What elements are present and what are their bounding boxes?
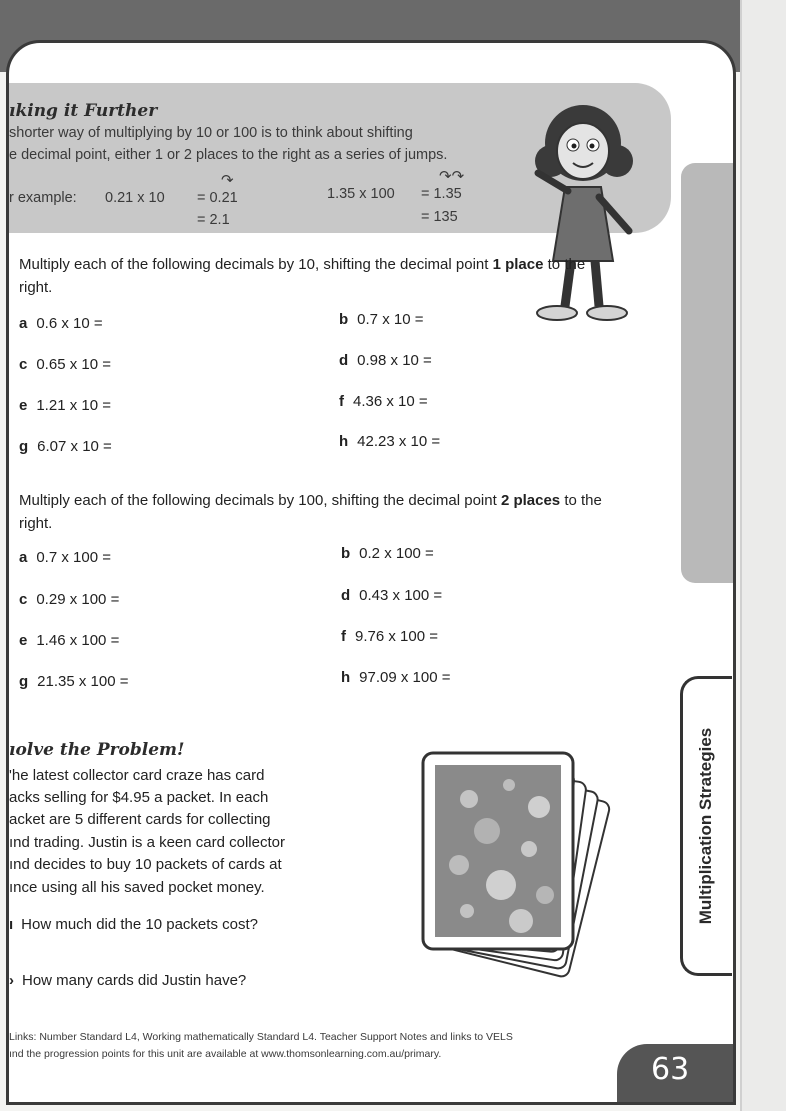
section-2-text-b: to the right. [19, 492, 602, 532]
question-2d: d 0.43 x 100 = [341, 587, 443, 604]
double-jump-arrow-icon: ↷↷ [439, 168, 465, 185]
page-number: 63 [651, 1052, 690, 1087]
bleed-through-tab [681, 163, 736, 583]
links-line-1: Links: Number Standard L4, Working mathematically Standard L4. Teacher Support Notes and links to VELS [9, 1031, 513, 1043]
section-2-instructions [19, 489, 619, 535]
example-2-expression: 1.35 x 100 [327, 186, 395, 202]
question-2g: g 21.35 x 100 = [19, 673, 129, 690]
question-1h: h 42.23 x 10 = [339, 433, 441, 450]
solve-question-b: › How many cards did Justin have? [9, 972, 247, 989]
girl-character-illustration [513, 101, 683, 336]
section-1-bold: 1 place [492, 256, 544, 273]
question-2h: h 97.09 x 100 = [341, 669, 451, 686]
solve-problem-title: ıolve the Problem! [9, 740, 185, 760]
jump-arrow-icon: ↷ [221, 172, 234, 189]
question-2f: f 9.76 x 100 = [341, 628, 438, 645]
question-1e: e 1.21 x 10 = [19, 397, 111, 414]
question-1b: b 0.7 x 10 = [339, 311, 424, 328]
solve-text-line: ınd decides to buy 10 packets of cards at [9, 856, 282, 873]
example-2-result: = 135 [421, 209, 458, 225]
example-label: r example: [9, 190, 77, 206]
example-1-step: = 0.21 [197, 190, 238, 206]
section-2-text-a: Multiply each of the following decimals by 100, shifting the decimal point [19, 492, 501, 509]
solve-text-line: ınce using all his saved pocket money. [9, 879, 265, 896]
worksheet [6, 40, 736, 1105]
question-1a: a 0.6 x 10 = [19, 315, 103, 332]
section-1-text-a: Multiply each of the following decimals by 10, shifting the decimal point [19, 256, 493, 273]
page-number-box [617, 1044, 736, 1105]
example-2-step: = 1.35 [421, 186, 462, 202]
page-edge [740, 0, 786, 1111]
question-2c: c 0.29 x 100 = [19, 591, 120, 608]
solve-text-line: acket are 5 different cards for collecting [9, 811, 271, 828]
question-2e: e 1.46 x 100 = [19, 632, 120, 649]
example-1-result: = 2.1 [197, 212, 230, 228]
solve-question-a: ı How much did the 10 packets cost? [9, 916, 258, 933]
question-1c: c 0.65 x 10 = [19, 356, 111, 373]
section-1-text-b: to the right. [19, 256, 586, 296]
question-2a: a 0.7 x 100 = [19, 549, 111, 566]
taking-further-text-1: shorter way of multiplying by 10 or 100 is to think about shifting [9, 125, 413, 141]
section-2-bold: 2 places [500, 492, 561, 509]
solve-text-line: 'he latest collector card craze has card [9, 767, 265, 784]
example-1-expression: 0.21 x 10 [105, 190, 165, 206]
question-2b: b 0.2 x 100 = [341, 545, 434, 562]
taking-further-title: ıking it Further [9, 101, 158, 121]
question-1f: f 4.36 x 10 = [339, 393, 428, 410]
section-1-instructions [19, 253, 619, 299]
taking-further-text-2: e decimal point, either 1 or 2 places to the right as a series of jumps. [9, 147, 448, 163]
solve-text-line: ınd trading. Justin is a keen card collector [9, 834, 285, 851]
question-1g: g 6.07 x 10 = [19, 438, 112, 455]
question-1d: d 0.98 x 10 = [339, 352, 432, 369]
collector-cards-illustration [409, 745, 615, 993]
solve-text-line: acks selling for $4.95 a packet. In each [9, 789, 269, 806]
side-tab-label: Multiplication Strategies [696, 727, 715, 925]
links-line-2: ınd the progression points for this unit are available at www.thomsonlearning.com.au/primary. [9, 1048, 442, 1060]
